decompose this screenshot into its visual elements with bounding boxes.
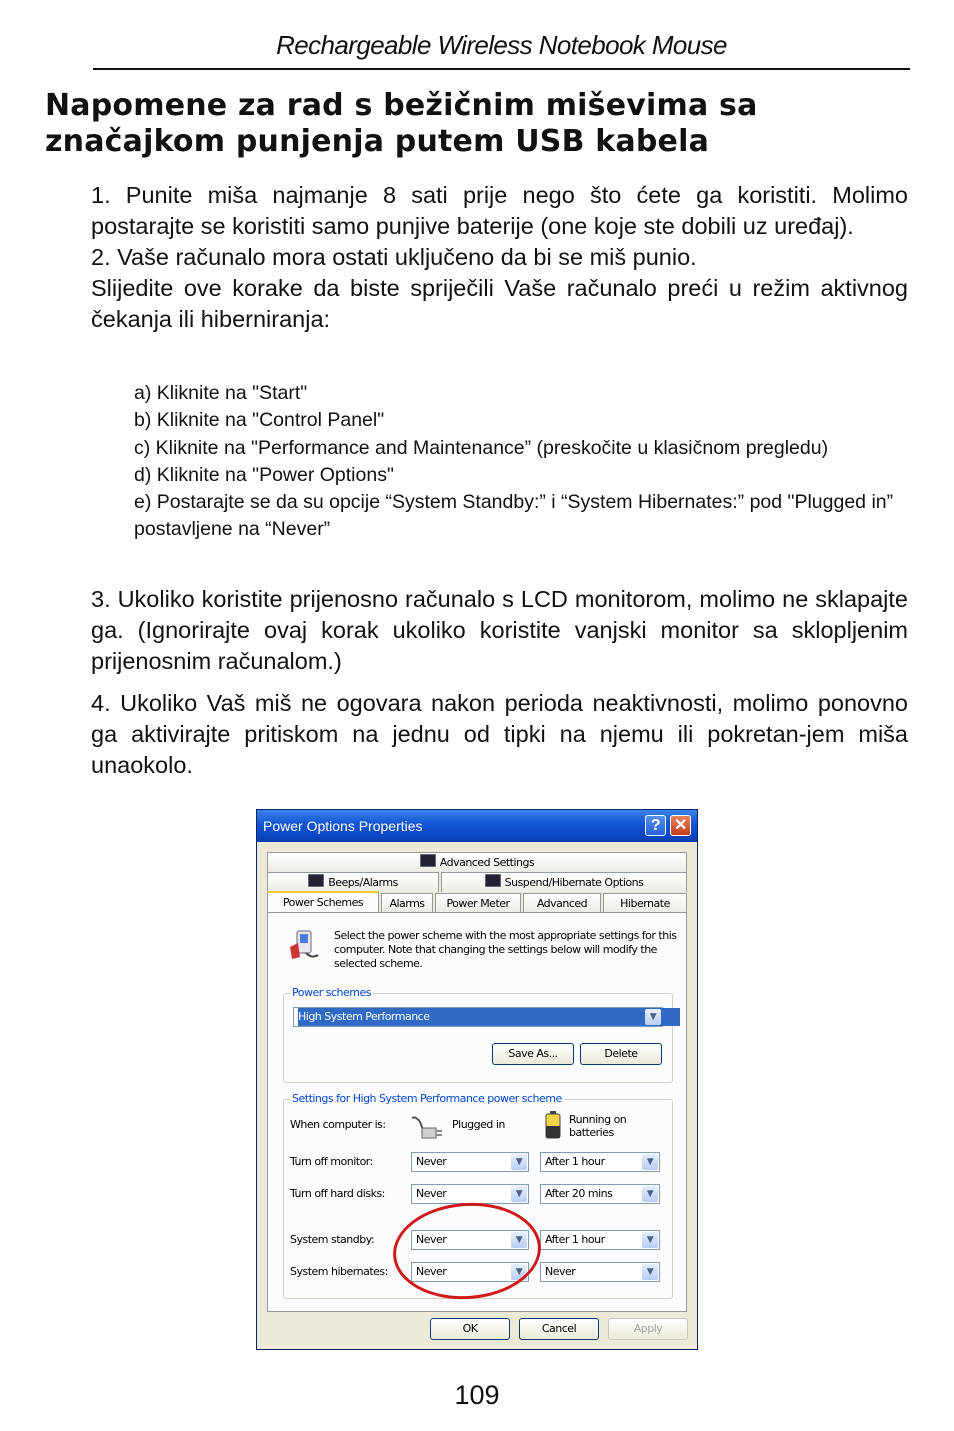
- tab-power-schemes[interactable]: Power Schemes: [267, 891, 379, 913]
- chevron-down-icon[interactable]: ▼: [511, 1186, 527, 1202]
- tab-label: Beeps/Alarms: [328, 876, 398, 889]
- power-schemes-group: [283, 986, 673, 1083]
- hibernate-battery-value: Never: [545, 1265, 576, 1278]
- title-line-2: značajkom punjenja putem USB kabela: [45, 124, 710, 159]
- power-options-dialog: [256, 809, 698, 1350]
- running-on-batteries-label: Running on batteries: [569, 1113, 627, 1139]
- steps-list: [134, 380, 894, 544]
- chevron-down-icon[interactable]: ▼: [511, 1264, 527, 1280]
- save-as-button[interactable]: Save As...: [492, 1043, 574, 1065]
- chevron-down-icon[interactable]: ▼: [645, 1009, 661, 1025]
- monitor-battery-select[interactable]: [540, 1152, 660, 1172]
- step-e: e) Postarajte se da su opcije “System Standby:” i “System Hibernates:” pod "Plugged in” postavljene na “Never”: [134, 491, 894, 541]
- power-scheme-value: High System Performance: [298, 1008, 680, 1026]
- tab-alarms[interactable]: Alarms: [381, 893, 433, 913]
- monitor-battery-value: After 1 hour: [545, 1155, 605, 1168]
- cancel-button[interactable]: Cancel: [519, 1318, 599, 1340]
- system-standby-label: System standby:: [290, 1233, 375, 1246]
- tab-beeps-alarms[interactable]: [267, 872, 439, 892]
- scheme-description: Select the power scheme with the most appropriate settings for this computer. Note that changing the settings below will modify the selected scheme.: [334, 929, 677, 970]
- turn-off-monitor-label: Turn off monitor:: [290, 1155, 373, 1168]
- paragraph-2: 2. Vaše računalo mora ostati uključeno da bi se miš punio.: [91, 244, 697, 270]
- running-header: Rechargeable Wireless Notebook Mouse: [93, 28, 910, 70]
- tab-advanced-settings[interactable]: [267, 852, 687, 872]
- close-button[interactable]: ✕: [670, 815, 691, 836]
- tab-hibernate[interactable]: Hibernate: [603, 893, 687, 913]
- paragraph-4-block: [91, 584, 908, 677]
- hibernate-battery-select[interactable]: [540, 1262, 660, 1282]
- chevron-down-icon[interactable]: ▼: [642, 1186, 658, 1202]
- standby-battery-value: After 1 hour: [545, 1233, 605, 1246]
- settings-label: Settings for High System Performance power scheme: [292, 1092, 562, 1105]
- battery-icon: [544, 1110, 562, 1140]
- chevron-down-icon[interactable]: ▼: [642, 1154, 658, 1170]
- help-button[interactable]: ?: [645, 815, 666, 836]
- monitor-plugged-value: Never: [416, 1155, 447, 1168]
- tab-label: Suspend/Hibernate Options: [504, 876, 644, 889]
- hibernate-plugged-value: Never: [416, 1265, 447, 1278]
- step-d: d) Kliknite na "Power Options": [134, 463, 394, 486]
- tab-suspend-hibernate[interactable]: [441, 872, 687, 892]
- disks-battery-value: After 20 mins: [545, 1187, 613, 1200]
- chevron-down-icon[interactable]: ▼: [511, 1154, 527, 1170]
- standby-battery-select[interactable]: [540, 1230, 660, 1250]
- paragraph-4: 3. Ukoliko koristite prijenosno računalo s LCD monitorom, molimo ne sklapajte ga. (Ignorirajte ovaj korak ukoliko koristite vanjski monitor sa sklopljenim prijenosnim računalom.): [91, 586, 908, 674]
- title-line-1: Napomene za rad s bežičnim miševima sa: [45, 88, 758, 123]
- step-b: b) Kliknite na "Control Panel": [134, 409, 385, 432]
- disks-plugged-select[interactable]: [411, 1184, 529, 1204]
- ok-button[interactable]: OK: [430, 1318, 510, 1340]
- plug-icon: [410, 1114, 446, 1144]
- chevron-down-icon[interactable]: ▼: [642, 1232, 658, 1248]
- dialog-titlebar[interactable]: [257, 810, 697, 842]
- page-number: 109: [454, 1380, 500, 1410]
- paragraph-5-block: [91, 688, 908, 781]
- paragraph-3: Slijedite ove korake da biste spriječili Vaše računalo preći u režim aktivnog čekanja ili hiberniranja:: [91, 275, 908, 332]
- tab-label: Advanced Settings: [439, 856, 535, 869]
- turn-off-hard-disks-label: Turn off hard disks:: [290, 1187, 385, 1200]
- laptop-icon: [485, 874, 501, 887]
- intro-paragraphs: [91, 180, 908, 335]
- laptop-icon: [420, 854, 436, 867]
- delete-button[interactable]: Delete: [580, 1043, 662, 1065]
- chevron-down-icon[interactable]: ▼: [511, 1232, 527, 1248]
- paragraph-1: 1. Punite miša najmanje 8 sati prije nego što ćete ga koristiti. Molimo postarajte se koristiti samo punjive baterije (one koje ste dobili uz uređaj).: [91, 182, 908, 239]
- tab-power-meter[interactable]: Power Meter: [435, 893, 521, 913]
- chevron-down-icon[interactable]: ▼: [642, 1264, 658, 1280]
- section-title: [45, 88, 915, 160]
- laptop-icon: [308, 874, 324, 887]
- disks-battery-select[interactable]: [540, 1184, 660, 1204]
- standby-plugged-value: Never: [416, 1233, 447, 1246]
- step-a: a) Kliknite na "Start": [134, 382, 308, 404]
- system-hibernates-label: System hibernates:: [290, 1265, 388, 1278]
- paragraph-5: 4. Ukoliko Vaš miš ne ogovara nakon perioda neaktivnosti, molimo ponovno ga aktivirajte pritiskom na jednu od tipki na njemu ili pokretan-jem miša unaokolo.: [91, 690, 908, 778]
- power-schemes-label: Power schemes: [292, 986, 371, 999]
- when-computer-is-label: When computer is:: [290, 1118, 386, 1131]
- step-c: c) Kliknite na "Performance and Maintenance” (preskočite u klasičnom pregledu): [134, 436, 829, 459]
- dialog-title: Power Options Properties: [263, 818, 423, 834]
- disks-plugged-value: Never: [416, 1187, 447, 1200]
- power-scheme-select[interactable]: [293, 1007, 663, 1027]
- apply-button[interactable]: Apply: [608, 1318, 688, 1340]
- tab-advanced[interactable]: Advanced: [523, 893, 601, 913]
- monitor-plugged-select[interactable]: [411, 1152, 529, 1172]
- power-scheme-icon: [286, 929, 320, 963]
- plugged-in-label: Plugged in: [452, 1118, 505, 1131]
